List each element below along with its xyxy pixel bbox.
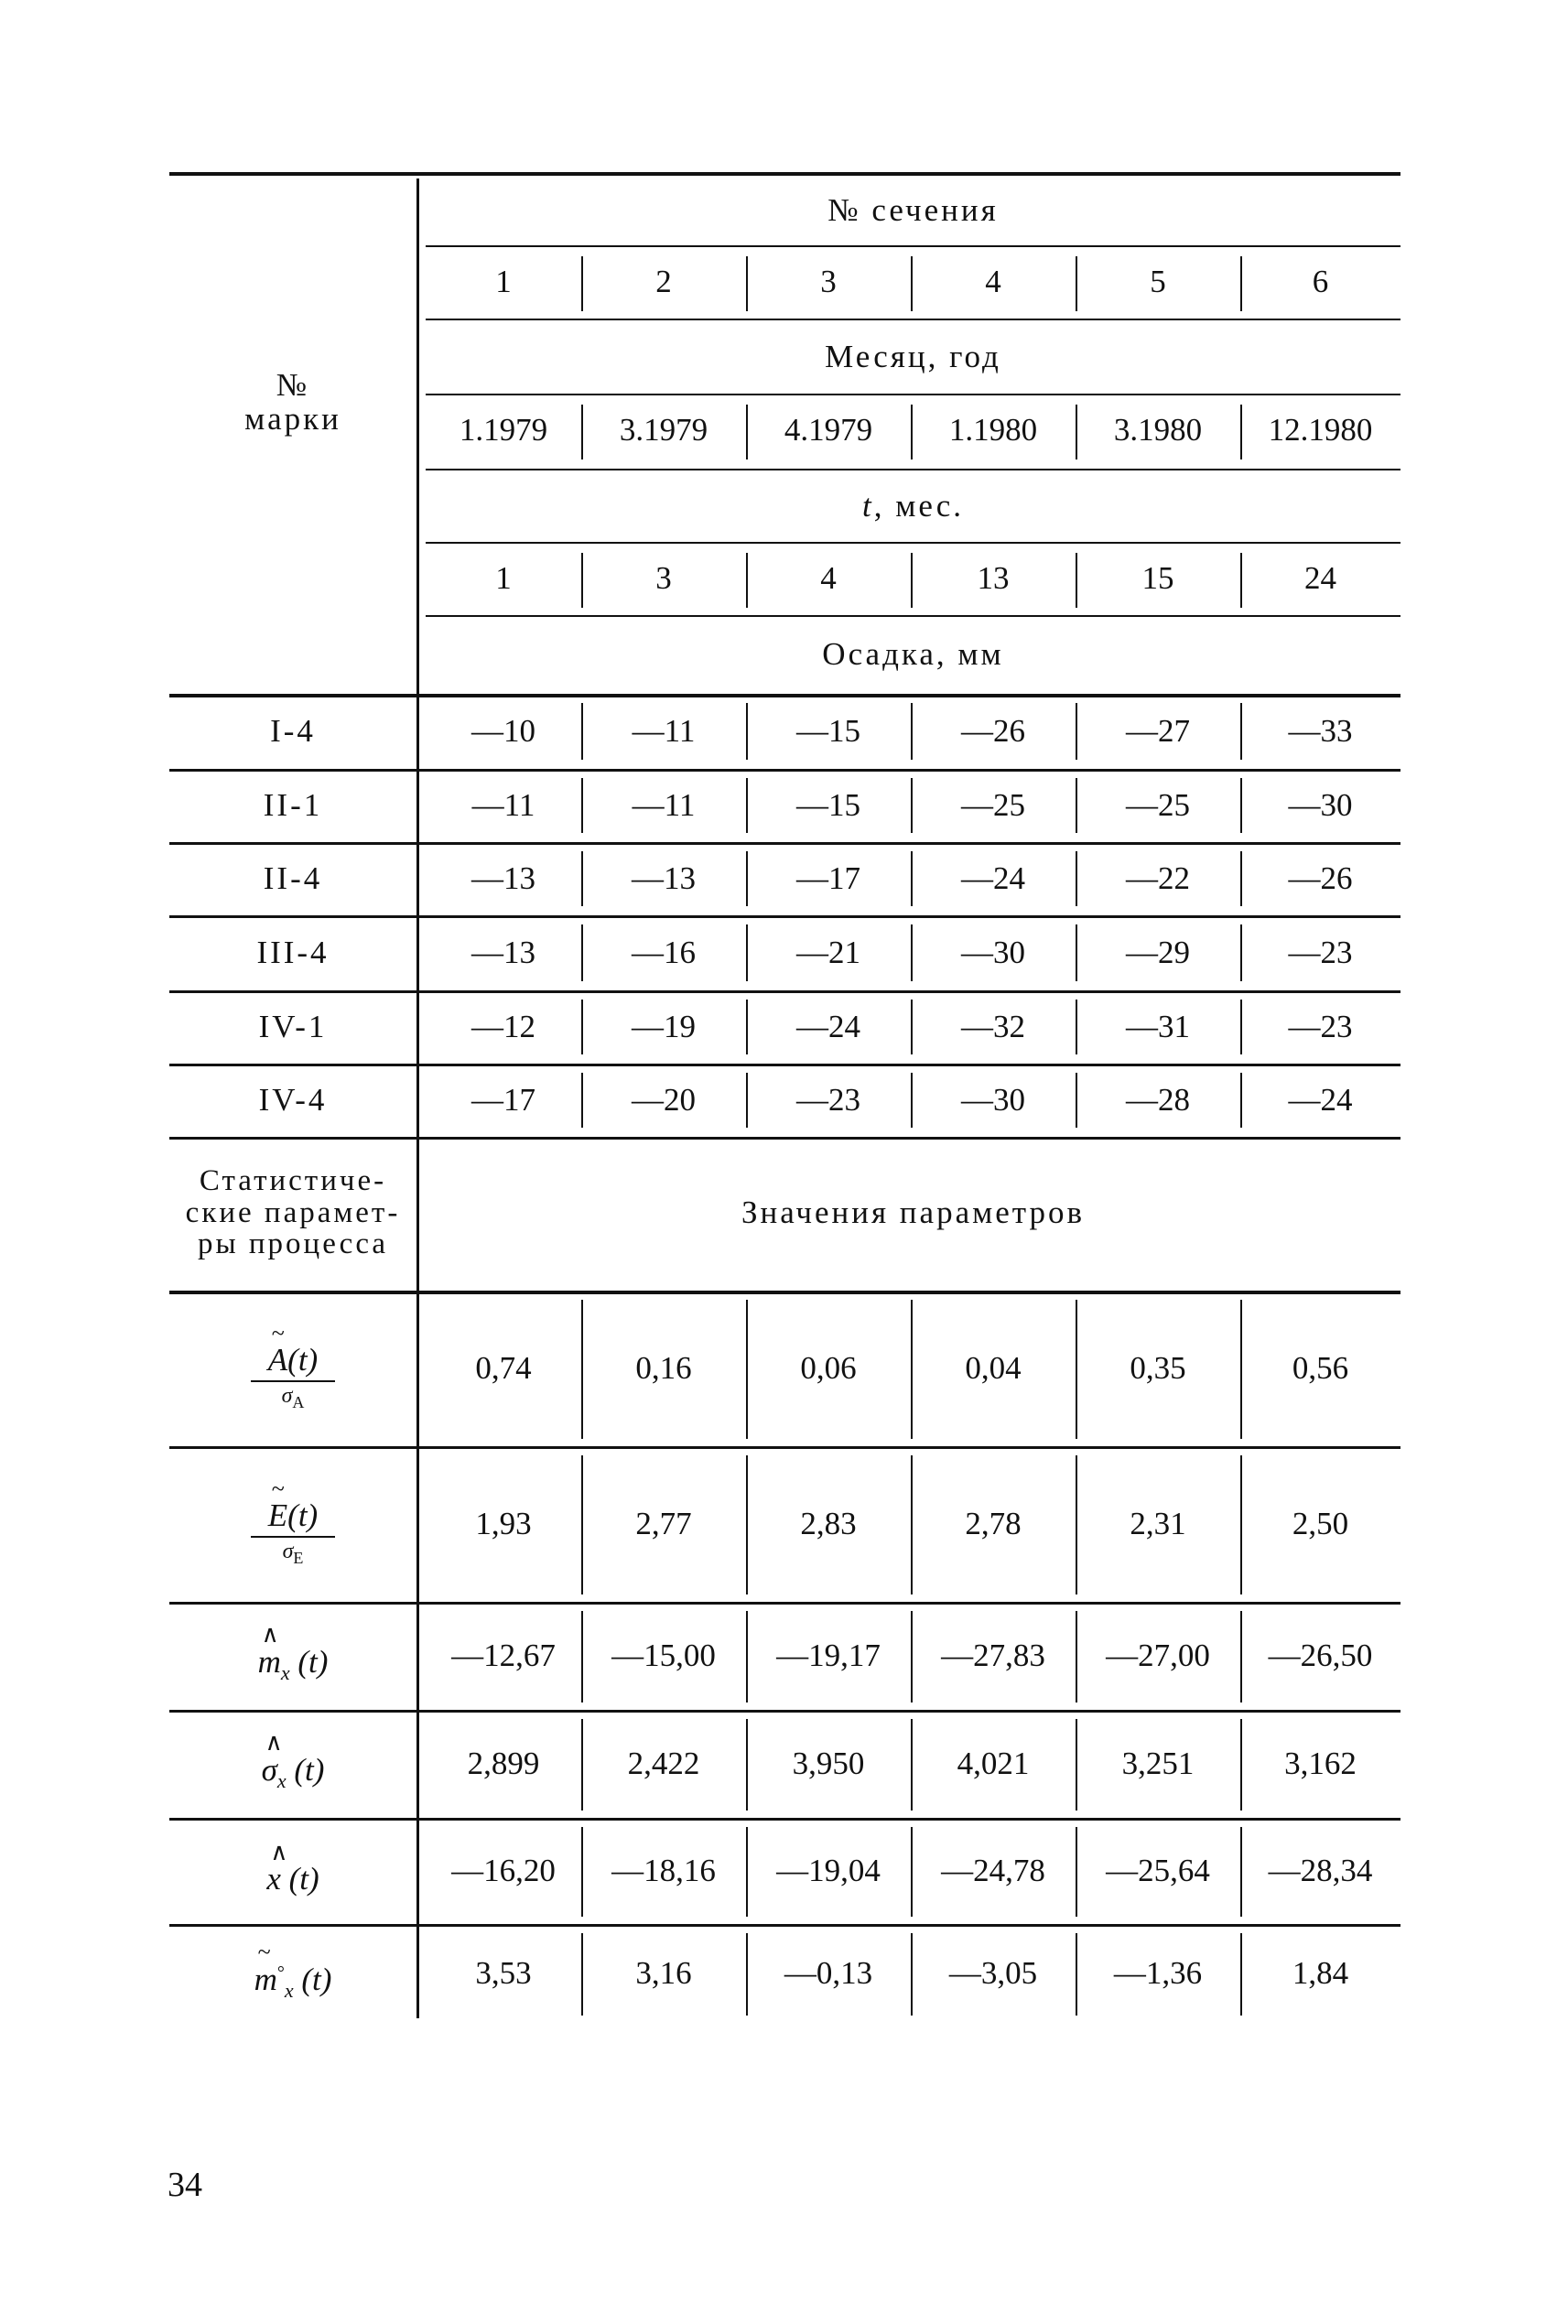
parameter-value-cell: —3,05	[948, 1955, 1038, 1991]
month-year-cell: 3.1980	[1113, 412, 1203, 448]
row-rule	[169, 990, 1400, 993]
parameter-value-cell: —26,50	[1268, 1638, 1373, 1673]
parameter-value-cell: —12,67	[451, 1638, 556, 1673]
column-divider	[581, 1455, 583, 1594]
stats-rule	[169, 1137, 1400, 1140]
settlement-value-cell: —20	[632, 1082, 696, 1118]
column-divider	[1240, 553, 1242, 608]
column-divider	[1240, 1719, 1242, 1811]
mark-label: II-4	[263, 860, 323, 896]
settlement-value-cell: —13	[471, 935, 535, 970]
parameter-value-cell: 3,162	[1284, 1746, 1357, 1781]
t-months-cell: 4	[820, 560, 837, 596]
column-divider	[911, 405, 913, 459]
column-divider	[1240, 1300, 1242, 1439]
parameter-value-cell: 2,77	[635, 1506, 692, 1541]
column-divider	[911, 703, 913, 760]
settlement-value-cell: —23	[1288, 1009, 1353, 1044]
parameter-value-cell: 0,04	[965, 1350, 1022, 1386]
settlement-value-cell: —10	[471, 713, 535, 749]
month-year-cell: 1.1979	[459, 412, 548, 448]
column-divider	[911, 1719, 913, 1811]
column-divider	[746, 1719, 748, 1811]
row-rule	[169, 915, 1400, 918]
row-rule	[169, 1446, 1400, 1449]
column-divider	[911, 1933, 913, 2016]
t-months-cell: 24	[1304, 560, 1336, 596]
parameter-value-cell: —19,04	[776, 1853, 881, 1888]
column-divider	[581, 1073, 583, 1128]
settlement-title: Осадка, мм	[822, 636, 1004, 672]
column-divider	[911, 1073, 913, 1128]
settlement-value-cell: —25	[1126, 787, 1190, 823]
section-title: № сечения	[827, 192, 999, 228]
settlement-value-cell: —32	[961, 1009, 1025, 1044]
column-divider	[1076, 851, 1077, 906]
column-divider	[746, 256, 748, 311]
column-divider	[746, 1455, 748, 1594]
settlement-value-cell: —28	[1126, 1082, 1190, 1118]
column-divider	[1076, 553, 1077, 608]
column-divider	[1240, 405, 1242, 459]
page-number: 34	[168, 2166, 202, 2204]
parameter-value-cell: 1,93	[475, 1506, 532, 1541]
stats-label-line: ские парамет-	[185, 1195, 401, 1229]
column-divider	[746, 1073, 748, 1128]
column-divider	[746, 405, 748, 459]
settlement-value-cell: —24	[796, 1009, 860, 1044]
column-divider	[911, 778, 913, 833]
column-divider	[911, 1827, 913, 1917]
month-title: Месяц, год	[825, 339, 1001, 374]
settlement-value-cell: —26	[1288, 860, 1353, 896]
parameter-value-cell: 3,251	[1121, 1746, 1195, 1781]
parameter-value-cell: 2,31	[1130, 1506, 1186, 1541]
column-divider	[581, 851, 583, 906]
stats-parameters-label	[169, 1144, 416, 1281]
column-divider	[911, 924, 913, 981]
month-year-cell: 4.1979	[784, 412, 873, 448]
column-divider	[1240, 778, 1242, 833]
column-divider	[911, 851, 913, 906]
column-divider	[1240, 1455, 1242, 1594]
parameter-value-cell: 0,74	[475, 1350, 532, 1386]
parameter-value-cell: 0,16	[635, 1350, 692, 1386]
parameter-value-cell: —24,78	[941, 1853, 1045, 1888]
column-divider	[746, 1827, 748, 1917]
settlement-value-cell: —31	[1126, 1009, 1190, 1044]
column-divider	[581, 1300, 583, 1439]
section-number-cell: 5	[1150, 264, 1166, 299]
column-divider	[746, 1300, 748, 1439]
column-divider	[746, 1000, 748, 1054]
mark-label: III-4	[256, 935, 330, 970]
t-months-cell: 1	[495, 560, 512, 596]
section-number-cell: 6	[1312, 264, 1329, 299]
settlement-value-cell: —30	[961, 1082, 1025, 1118]
parameter-value-cell: 0,35	[1130, 1350, 1186, 1386]
parameter-value-cell: 2,422	[627, 1746, 700, 1781]
parameter-value-cell: 0,06	[800, 1350, 857, 1386]
settlement-value-cell: —11	[471, 787, 535, 823]
parameter-value-cell: 2,78	[965, 1506, 1022, 1541]
column-divider	[746, 703, 748, 760]
column-divider	[1240, 1073, 1242, 1128]
parameter-value-cell: 4,021	[957, 1746, 1030, 1781]
settlement-value-cell: —24	[961, 860, 1025, 896]
column-divider	[1076, 1933, 1077, 2016]
settlement-value-cell: —15	[796, 787, 860, 823]
settlement-value-cell: —24	[1288, 1082, 1353, 1118]
section-number-cell: 3	[820, 264, 837, 299]
parameter-value-cell: —19,17	[776, 1638, 881, 1673]
settlement-value-cell: —13	[632, 860, 696, 896]
parameter-value-cell: 2,83	[800, 1506, 857, 1541]
month-year-cell: 3.1979	[619, 412, 708, 448]
header-rule	[426, 469, 1400, 470]
t-months-cell: 13	[977, 560, 1010, 596]
column-divider	[581, 778, 583, 833]
t-title: t , мес.	[861, 488, 965, 524]
column-divider	[746, 553, 748, 608]
settlement-value-cell: —16	[632, 935, 696, 970]
column-divider	[1240, 924, 1242, 981]
parameter-value-cell: 3,16	[635, 1955, 692, 1991]
settlement-value-cell: —30	[961, 935, 1025, 970]
column-divider	[1240, 1933, 1242, 2016]
column-divider	[746, 924, 748, 981]
parameter-value-cell: —27,83	[941, 1638, 1045, 1673]
parameter-value-cell: 2,50	[1292, 1506, 1349, 1541]
settlement-value-cell: —22	[1126, 860, 1190, 896]
parameter-value-cell: 0,56	[1292, 1350, 1349, 1386]
column-divider	[1076, 1073, 1077, 1128]
column-divider	[746, 1611, 748, 1702]
month-year-cell: 12.1980	[1268, 412, 1373, 448]
column-divider	[911, 256, 913, 311]
column-divider	[1240, 851, 1242, 906]
settlement-value-cell: —12	[471, 1009, 535, 1044]
settlement-value-cell: —26	[961, 713, 1025, 749]
column-divider	[1240, 1827, 1242, 1917]
column-divider	[1076, 778, 1077, 833]
column-divider	[1240, 703, 1242, 760]
column-divider	[1076, 256, 1077, 311]
section-number-cell: 2	[655, 264, 672, 299]
mark-label: I-4	[270, 713, 316, 749]
settlement-value-cell: —21	[796, 935, 860, 970]
parameter-value-cell: —1,36	[1113, 1955, 1203, 1991]
stats-label-line: ры процесса	[197, 1227, 389, 1261]
column-divider	[1076, 1827, 1077, 1917]
settlement-value-cell: —17	[796, 860, 860, 896]
header-rule	[426, 394, 1400, 395]
column-divider	[581, 924, 583, 981]
column-divider	[1076, 924, 1077, 981]
parameter-values-title: Значения параметров	[741, 1194, 1086, 1230]
column-divider	[1240, 1000, 1242, 1054]
column-divider	[1076, 703, 1077, 760]
table-top-rule	[169, 172, 1400, 176]
column-divider	[581, 703, 583, 760]
column-divider	[1240, 256, 1242, 311]
mark-word: марки	[244, 401, 341, 437]
column-divider	[581, 1611, 583, 1702]
parameter-symbol: ~ E(t) $\sigma_E$	[169, 1446, 416, 1602]
settlement-value-cell: —33	[1288, 713, 1353, 749]
parameter-value-cell: —27,00	[1106, 1638, 1210, 1673]
settlement-value-cell: —23	[1288, 935, 1353, 970]
parameter-symbol: ∧ x (t)	[266, 1838, 319, 1897]
parameter-symbol: ∧ $m_x$ (t)	[257, 1621, 329, 1684]
settlement-value-cell: —11	[632, 787, 696, 823]
header-rule	[426, 319, 1400, 320]
column-divider	[1076, 1300, 1077, 1439]
settlement-value-cell: —13	[471, 860, 535, 896]
column-divider	[581, 405, 583, 459]
column-divider	[1076, 1000, 1077, 1054]
settlement-value-cell: —30	[1288, 787, 1353, 823]
settlement-value-cell: —25	[961, 787, 1025, 823]
column-divider	[746, 778, 748, 833]
header-rule	[426, 615, 1400, 617]
settlement-value-cell: —15	[796, 713, 860, 749]
row-rule	[169, 1064, 1400, 1066]
parameter-value-cell: —16,20	[451, 1853, 556, 1888]
parameter-value-cell: 3,950	[792, 1746, 865, 1781]
parameter-symbol: ~ $m^\circ_x$ (t)	[254, 1939, 332, 2002]
column-divider	[1076, 1455, 1077, 1594]
parameter-value-cell: —15,00	[611, 1638, 716, 1673]
row-rule	[169, 1602, 1400, 1605]
t-months-cell: 15	[1141, 560, 1174, 596]
parameter-value-cell: 1,84	[1292, 1955, 1349, 1991]
parameter-value-cell: —0,13	[784, 1955, 873, 1991]
column-divider	[581, 1933, 583, 2016]
row-rule	[169, 1710, 1400, 1713]
month-year-cell: 1.1980	[948, 412, 1038, 448]
header-rule	[426, 542, 1400, 544]
settlement-value-cell: —29	[1126, 935, 1190, 970]
parameter-value-cell: —25,64	[1106, 1853, 1210, 1888]
row-rule	[169, 1818, 1400, 1821]
t-months-cell: 3	[655, 560, 672, 596]
column-divider	[581, 256, 583, 311]
column-divider	[911, 1455, 913, 1594]
section-number-cell: 1	[495, 264, 512, 299]
row-rule	[169, 1924, 1400, 1927]
column-divider	[1076, 1611, 1077, 1702]
column-divider	[1240, 1611, 1242, 1702]
column-divider	[581, 1719, 583, 1811]
mark-label: IV-4	[258, 1082, 328, 1118]
row-rule	[169, 842, 1400, 845]
parameter-value-cell: —18,16	[611, 1853, 716, 1888]
settlement-value-cell: —23	[796, 1082, 860, 1118]
parameter-symbol: ∧ $\sigma_x$ (t)	[261, 1729, 325, 1792]
column-divider	[911, 1000, 913, 1054]
column-divider	[1076, 1719, 1077, 1811]
stats-label-line: Статистиче-	[199, 1164, 387, 1198]
column-divider	[911, 1300, 913, 1439]
section-number-cell: 4	[985, 264, 1001, 299]
column-divider	[746, 851, 748, 906]
column-divider	[581, 553, 583, 608]
column-divider	[581, 1000, 583, 1054]
parameter-value-cell: 2,899	[467, 1746, 540, 1781]
label-column-divider	[416, 178, 419, 2018]
header-rule	[426, 245, 1400, 247]
parameter-symbol: ~ A(t) $\sigma_A$	[169, 1291, 416, 1446]
mark-number-header	[169, 348, 416, 458]
settlement-value-cell: —11	[632, 713, 696, 749]
settlement-value-cell: —27	[1126, 713, 1190, 749]
column-divider	[911, 1611, 913, 1702]
column-divider	[1076, 405, 1077, 459]
parameter-value-cell: 3,53	[475, 1955, 532, 1991]
settlement-value-cell: —19	[632, 1009, 696, 1044]
column-divider	[911, 553, 913, 608]
mark-label: IV-1	[258, 1009, 328, 1044]
mark-label: II-1	[263, 787, 323, 823]
row-rule	[169, 769, 1400, 772]
settlement-value-cell: —17	[471, 1082, 535, 1118]
column-divider	[746, 1933, 748, 2016]
column-divider	[581, 1827, 583, 1917]
parameter-value-cell: —28,34	[1268, 1853, 1373, 1888]
mark-number-sign: №	[276, 367, 310, 404]
